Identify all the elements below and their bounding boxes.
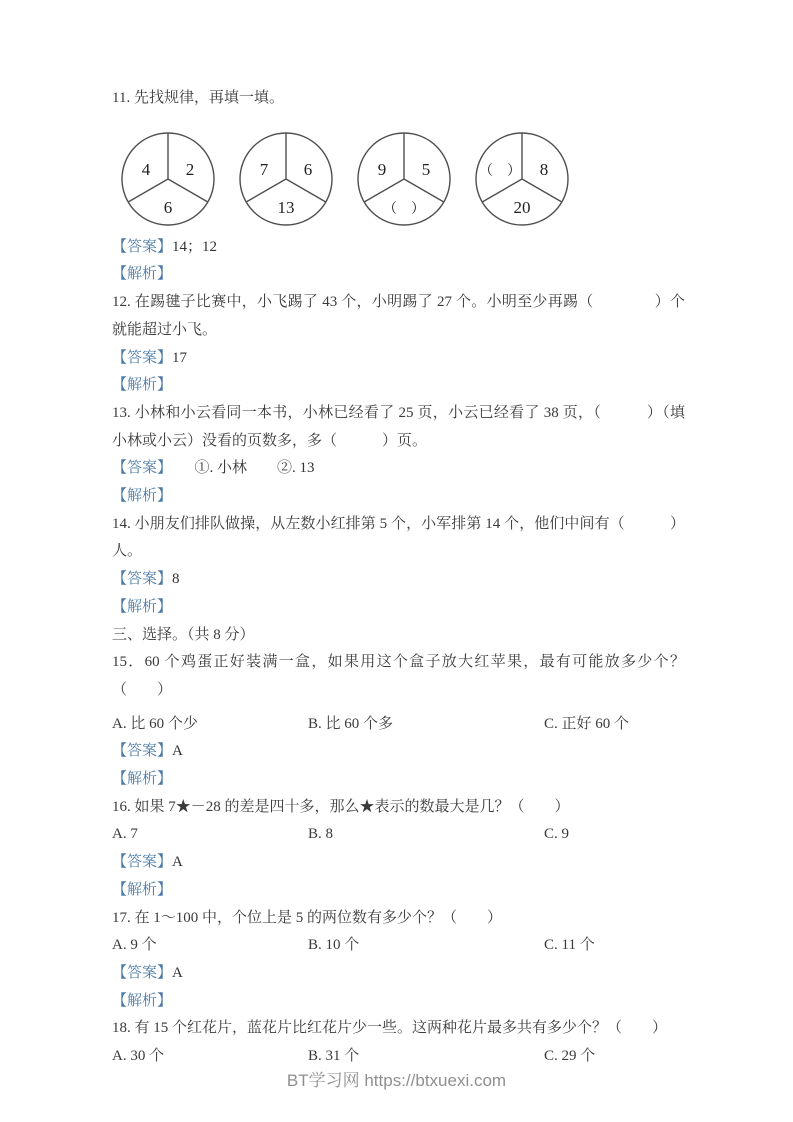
section-3-heading: 三、选择。（共 8 分） xyxy=(112,626,255,643)
answer-line-12 xyxy=(112,345,685,373)
option-17-a: A. 9 个 xyxy=(112,937,157,954)
analysis-line-16 xyxy=(112,877,685,905)
answer-value-16: A xyxy=(172,854,183,871)
answer-line-14 xyxy=(112,566,685,594)
circle-4-right-value: 8 xyxy=(539,159,549,179)
analysis-label: 【解析】 xyxy=(112,488,173,505)
answer-label: 【答案】 xyxy=(112,743,173,760)
analysis-label: 【解析】 xyxy=(112,771,173,788)
option-15-a: A. 比 60 个少 xyxy=(112,715,198,732)
circle-1-bottom-value: 6 xyxy=(163,197,173,217)
circle-diagram-1 xyxy=(120,129,216,229)
answer-label: 【答案】 xyxy=(112,571,173,588)
option-18-a: A. 30 个 xyxy=(112,1048,165,1065)
answer-value-13: ①. 小林 ②. 13 xyxy=(164,460,315,477)
circle-4-left-blank: （ ） xyxy=(479,163,521,179)
circle-1-right-value: 2 xyxy=(185,159,195,179)
circle-3-bottom-blank: （ ） xyxy=(383,201,425,217)
analysis-label: 【解析】 xyxy=(112,266,173,283)
circle-diagram-2 xyxy=(238,129,334,229)
answer-value-15: A xyxy=(172,743,183,760)
circle-4-bottom-value: 20 xyxy=(513,197,531,217)
circle-3-right-value: 5 xyxy=(421,159,431,179)
answer-value-11: 14；12 xyxy=(172,238,218,255)
question-13-text: 13. 小林和小云看同一本书，小林已经看了 25 页，小云已经看了 38 页，（ ）（填小林或小云）没看的页数多，多（ ）页。 xyxy=(112,404,685,449)
question-16-text: 16. 如果 7★－28 的差是四十多，那么★表示的数最大是几？（ ） xyxy=(112,798,570,815)
question-11-text: 11. 先找规律，再填一填。 xyxy=(112,90,284,106)
question-18-text: 18. 有 15 个红花片，蓝花片比红花片少一些。这两种花片最多共有多少个？（ ） xyxy=(112,1020,668,1037)
analysis-label: 【解析】 xyxy=(112,881,173,898)
analysis-label: 【解析】 xyxy=(112,598,173,615)
option-16-b: B. 8 xyxy=(308,826,334,843)
circle-3-left-value: 9 xyxy=(377,159,387,179)
analysis-label: 【解析】 xyxy=(112,377,173,394)
worksheet-content xyxy=(112,85,685,1071)
option-15-c: C. 正好 60 个 xyxy=(544,715,630,732)
question-11-circle-diagrams xyxy=(112,113,685,234)
answer-line-16 xyxy=(112,849,685,877)
analysis-line-13 xyxy=(112,483,685,511)
answer-value-12: 17 xyxy=(172,349,188,366)
answer-line-15 xyxy=(112,738,685,766)
answer-label: 【答案】 xyxy=(112,964,173,981)
answer-line-13 xyxy=(112,455,685,483)
question-15-text: 15．60 个鸡蛋正好装满一盒，如果用这个盒子放大红苹果，最有可能放多少个？（ ） xyxy=(112,654,685,698)
option-16-a: A. 7 xyxy=(112,826,138,843)
answer-label: 【答案】 xyxy=(112,349,173,366)
circle-1-left-value: 4 xyxy=(141,159,151,179)
circle-diagram-3 xyxy=(356,129,452,229)
option-18-c: C. 29 个 xyxy=(544,1048,596,1065)
circle-2-bottom-value: 13 xyxy=(277,197,295,217)
analysis-line-11 xyxy=(112,261,685,289)
question-14-text: 14. 小朋友们排队做操，从左数小红排第 5 个，小军排第 14 个，他们中间有（ ）人。 xyxy=(112,515,685,560)
answer-value-17: A xyxy=(172,964,183,981)
circle-2-left-value: 7 xyxy=(259,159,269,179)
option-17-c: C. 11 个 xyxy=(544,937,595,954)
answer-line-11 xyxy=(112,234,685,262)
option-18-b: B. 31 个 xyxy=(308,1048,360,1065)
question-12-text: 12. 在踢毽子比赛中，小飞踢了 43 个，小明踢了 27 个。小明至少再踢（ ）个就能超过小飞。 xyxy=(112,294,685,338)
analysis-line-12 xyxy=(112,372,685,400)
answer-label: 【答案】 xyxy=(112,854,173,871)
answer-label: 【答案】 xyxy=(112,238,173,255)
option-16-c: C. 9 xyxy=(544,826,570,843)
analysis-label: 【解析】 xyxy=(112,992,173,1009)
answer-label: 【答案】 xyxy=(112,460,165,477)
analysis-line-15 xyxy=(112,766,685,794)
option-15-b: B. 比 60 个多 xyxy=(308,715,394,732)
question-17-text: 17. 在 1～100 中，个位上是 5 的两位数有多少个？（ ） xyxy=(112,909,503,926)
question-15-options xyxy=(112,711,685,739)
analysis-line-17 xyxy=(112,988,685,1016)
circle-2-right-value: 6 xyxy=(303,159,313,179)
site-watermark: BT学习网 https://btxuexi.com xyxy=(286,1071,507,1090)
answer-line-17 xyxy=(112,960,685,988)
answer-value-14: 8 xyxy=(172,571,180,588)
option-17-b: B. 10 个 xyxy=(308,937,360,954)
circle-diagram-4 xyxy=(474,129,570,229)
question-16-options xyxy=(112,821,685,849)
analysis-line-14 xyxy=(112,594,685,622)
question-17-options xyxy=(112,932,685,960)
